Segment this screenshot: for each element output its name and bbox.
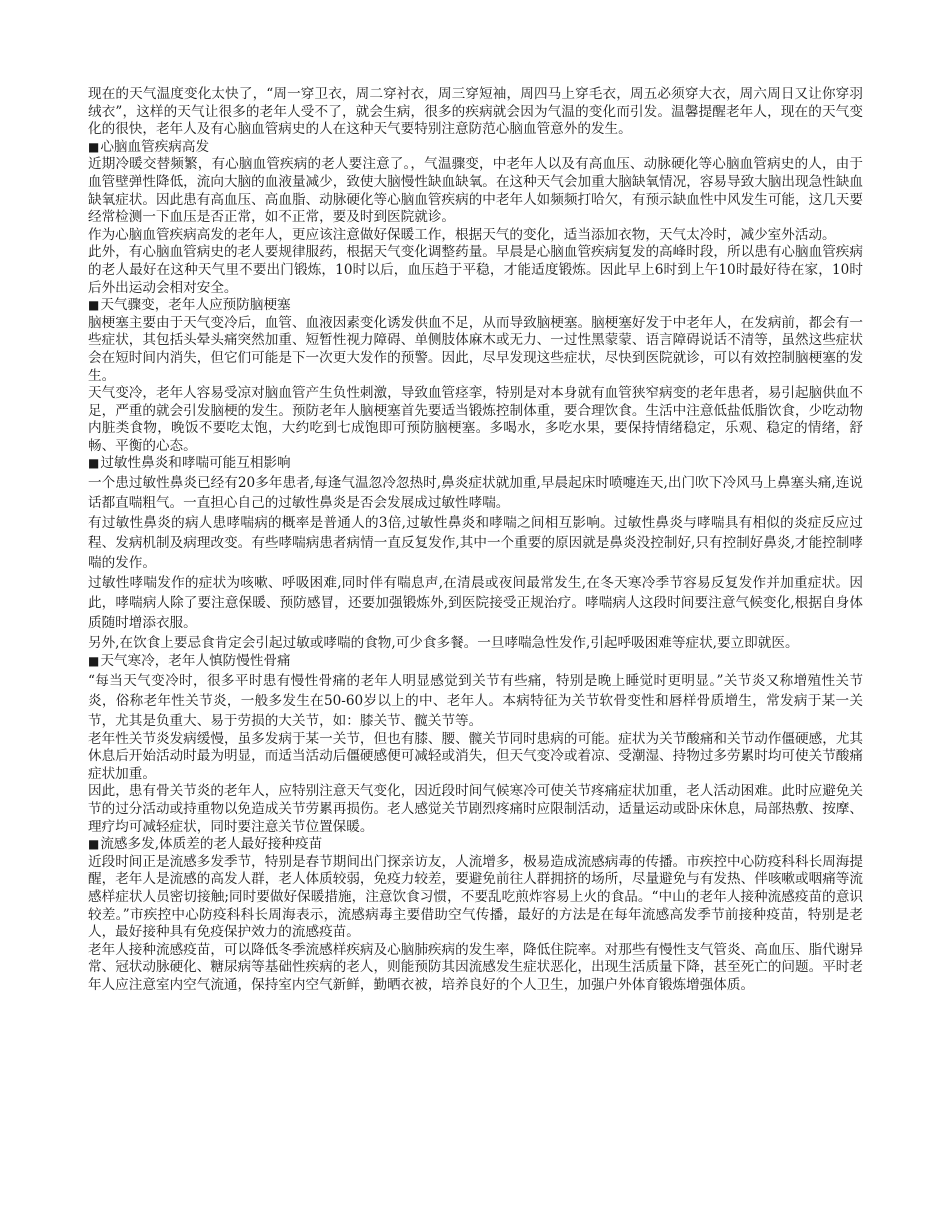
section-heading-rhinitis: ■ 过敏性鼻炎和哮喘可能互相影响: [88, 455, 863, 473]
section-paragraph: 脑梗塞主要由于天气变冷后，血管、血液因素变化诱发供血不足，从而导致脑梗塞。脑梗塞好发于中老年人，在发病前，都会有一些症状，其包括头晕头痛突然加重、短暂性视力障碍、单侧肢体麻木或无力、一过性黑蒙蒙、语言障碍说话不清等，虽然这些症状会在短时间内消失，但它们可能是下一次更大发作的预警。因此，尽早发现这些症状，尽快到医院就诊，可以有效控制脑梗塞的发生。: [88, 314, 863, 384]
section-paragraph: 因此，患有骨关节炎的老年人，应特别注意天气变化，因近段时间气候寒冷可使关节疼痛症状加重，老人活动困难。此时应避免关节的过分活动或持重物以免造成关节劳累再损伤。老人感觉关节剧烈疼痛时应限制活动，适量运动或卧床休息，局部热敷、按摩、理疗均可减轻症状，同时要注意关节位置保暖。: [88, 783, 863, 835]
section-heading-cardio: ■ 心脑血管疾病高发: [88, 139, 863, 157]
section-paragraph: 此外，有心脑血管病史的老人要规律服药，根据天气变化调整药量。早晨是心脑血管疾病复发的高峰时段，所以患有心脑血管疾病的老人最好在这种天气里不要出门锻炼，10时以后，血压趋于平稳，才能适度锻炼。因此早上6时到上午10时最好待在家，10时后外出运动会相对安全。: [88, 244, 863, 296]
section-paragraph: 另外,在饮食上要忌食肯定会引起过敏或哮喘的食物,可少食多餐。一旦哮喘急性发作,引起呼吸困难等症状,要立即就医。: [88, 635, 799, 652]
section-paragraph: 过敏性哮喘发作的症状为咳嗽、呼吸困难,同时伴有喘息声,在清晨或夜间最常发生,在冬天寒冷季节容易反复发作并加重症状。因此，哮喘病人除了要注意保暖、预防感冒，还要加强锻炼外,到医院接受正规治疗。哮喘病人这段时间要注意气候变化,根据自身体质随时增添衣服。: [88, 575, 863, 632]
section-paragraph: 近段时间正是流感多发季节，特别是春节期间出门探亲访友，人流增多，极易造成流感病毒的传播。市疾控中心防疫科科长周海提醒，老年人是流感的高发人群，老人体质较弱，免疫力较差，要避免前往人群拥挤的场所，尽量避免与有发热、伴咳嗽或咽痛等流感样症状人员密切接触;同时要做好保暖措施，注意饮食习惯，不要乱吃煎炸容易上火的食品。“中山的老年人接种流感疫苗的意识较差。”市疾控中心防疫科科长周海表示，流感病毒主要借助空气传播，最好的方法是在每年流感高发季节前接种疫苗，特别是老人，最好接种具有免疫保护效力的流感疫苗。: [88, 853, 863, 941]
section-paragraph: 老年人接种流感疫苗，可以降低冬季流感样疾病及心脑肺疾病的发生率，降低住院率。对那些有慢性支气管炎、高血压、脂代谢异常、冠状动脉硬化、糖尿病等基础性疾病的老人，则能预防其因流感发生症状恶化，出现生活质量下降，甚至死亡的问题。平时老年人应注意室内空气流通，保持室内空气新鲜，勤晒衣被，培养良好的个人卫生，加强户外体育锻炼增强体质。: [88, 941, 863, 993]
section-paragraph: 有过敏性鼻炎的病人患哮喘病的概率是普通人的3倍,过敏性鼻炎和哮喘之间相互影响。过敏性鼻炎与哮喘具有相似的炎症反应过程、发病机制及病理改变。有些哮喘病患者病情一直反复发作,其中一个重要的原因就是鼻炎没控制好,只有控制好鼻炎,才能控制哮喘的发作。: [88, 515, 863, 572]
intro-paragraph: 现在的天气温度变化太快了，“周一穿卫衣，周二穿衬衣，周三穿短袖，周四马上穿毛衣，周五必须穿大衣，周六周日又让你穿羽绒衣”，这样的天气让很多的老年人受不了，就会生病，很多的疾病就会因为气温的变化而引发。温馨提醒老年人，现在的天气变化的很快，老年人及有心脑血管病史的人在这种天气要特别注意防范心脑血管意外的发生。: [88, 86, 863, 138]
section-heading-bone-pain: ■ 天气寒冷，老年人慎防慢性骨痛: [88, 653, 863, 671]
section-paragraph: 近期冷暖交替频繁，有心脑血管疾病的老人要注意了。，气温骤变，中老年人以及有高血压、动脉硬化等心脑血管病史的人，由于血管壁弹性降低，流向大脑的血液量减少，致使大脑慢性缺血缺氧。在这种天气会加重大脑缺氧情况，容易导致大脑出现急性缺血缺氧症状。因此患有高血压、高血脂、动脉硬化等心脑血管疾病的中老年人如频频打哈欠，有预示缺血性中风发生可能，这几天要经常检测一下血压是否正常，如不正常，要及时到医院就诊。: [88, 156, 863, 226]
section-paragraph: “每当天气变冷时，很多平时患有慢性骨痛的老年人明显感觉到关节有些痛，特别是晚上睡觉时更明显。”关节炎又称增殖性关节炎，俗称老年性关节炎，一般多发生在50-60岁以上的中、老年人。本病特征为关节软骨变性和唇样骨质增生，常发病于某一关节，尤其是负重大、易于劳损的大关节，如：膝关节、髋关节等。: [88, 672, 863, 729]
section-heading-flu: ■ 流感多发,体质差的老人最好接种疫苗: [88, 836, 863, 854]
article: [88, 86, 863, 995]
section-paragraph: 一个患过敏性鼻炎已经有20多年患者,每逢气温忽冷忽热时,鼻炎症状就加重,早晨起床时喷嚏连天,出门吹下冷风马上鼻塞头痛,连说话都直喘粗气。一直担心自己的过敏性鼻炎是否会发展成过敏性哮喘。: [88, 475, 863, 512]
section-paragraph: 老年性关节炎发病缓慢，虽多发病于某一关节，但也有膝、腰、髋关节同时患病的可能。症状为关节酸痛和关节动作僵硬感，尤其休息后开始活动时最为明显，而适当活动后僵硬感便可减轻或消失，但天气变冷或着凉、受潮湿、持物过多劳累时均可使关节酸痛症状加重。: [88, 730, 863, 782]
section-paragraph: 作为心脑血管疾病高发的老年人，更应该注意做好保暖工作，根据天气的变化，适当添加衣物，天气太冷时，减少室外活动。: [88, 226, 836, 243]
section-heading-stroke: ■ 天气骤变，老年人应预防脑梗塞: [88, 297, 863, 315]
section-paragraph: 天气变冷，老年人容易受凉对脑血管产生负性刺激，导致血管痉挛，特别是对本身就有血管狭窄病变的老年患者，易引起脑供血不足，严重的就会引发脑梗的发生。预防老年人脑梗塞首先要适当锻炼控制体重，要合理饮食。生活中注意低盐低脂饮食，少吃动物内脏类食物，晚饭不要吃太饱，大约吃到七成饱即可预防脑梗塞。多喝水，多吃水果，要保持情绪稳定，乐观、稳定的情绪，舒畅、平衡的心态。: [88, 385, 863, 454]
